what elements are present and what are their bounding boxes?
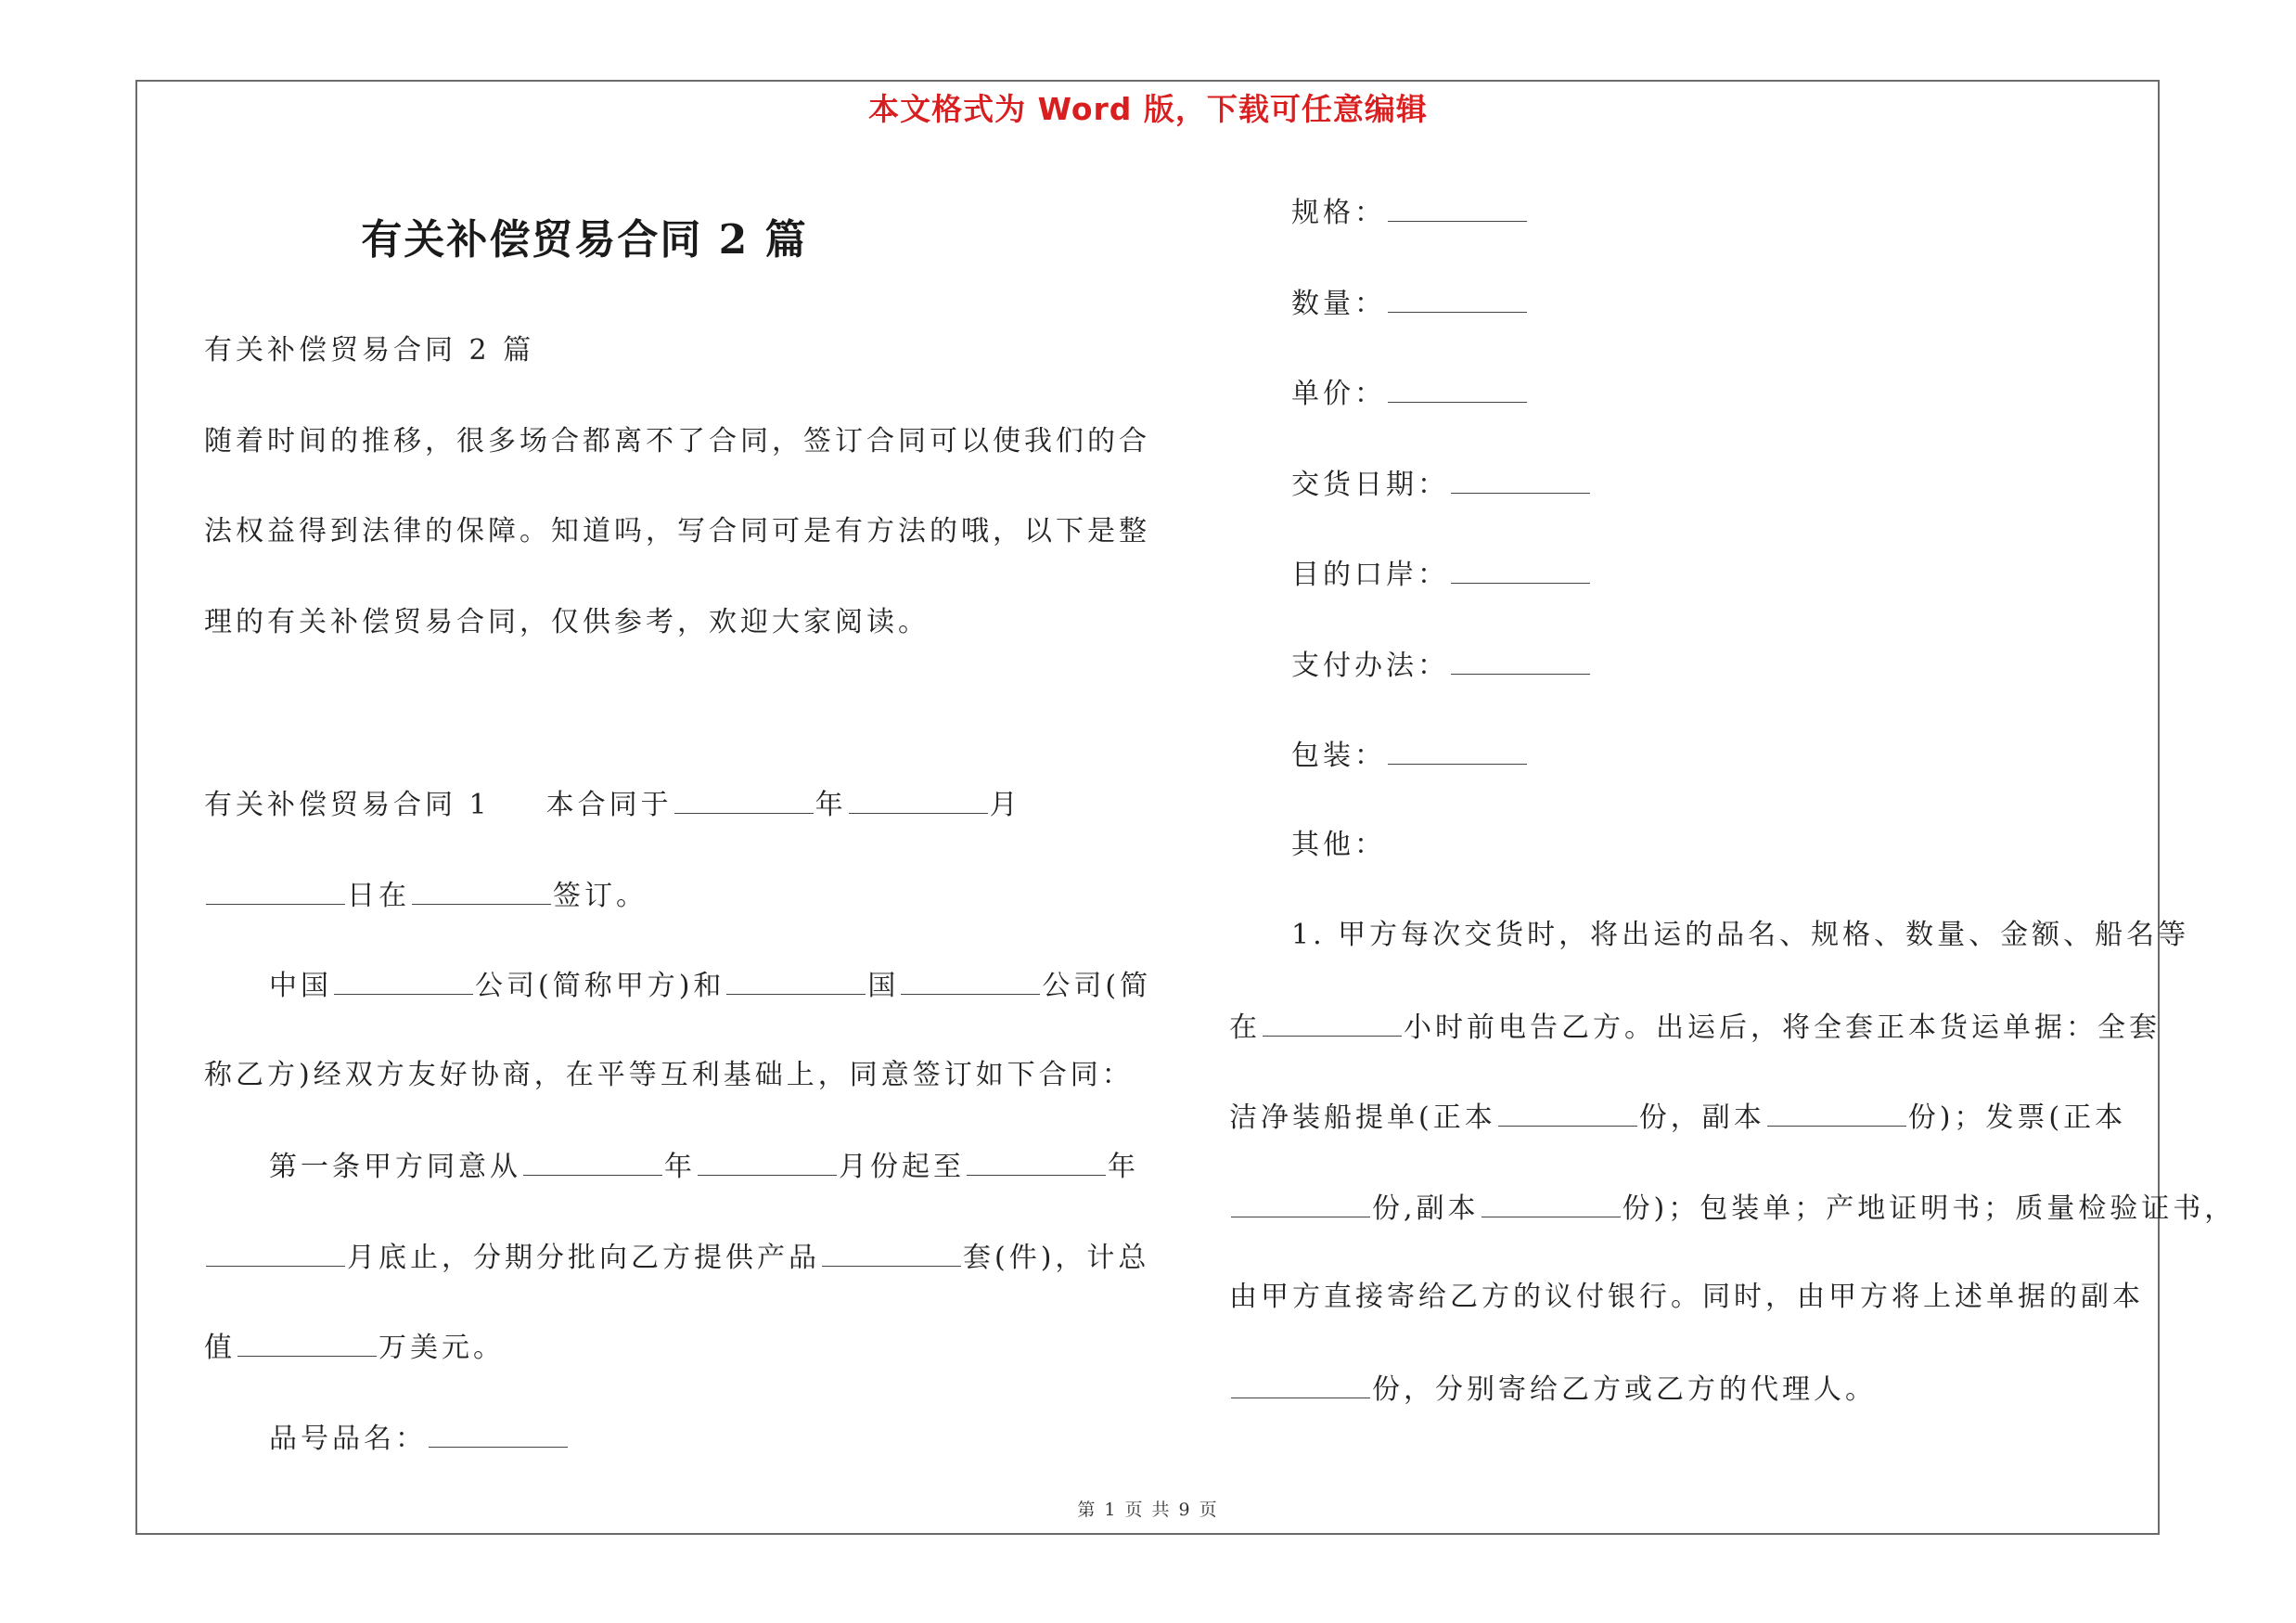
intro-line-1: 随着时间的推移，很多场合都离不了合同，签订合同可以使我们的合 — [204, 425, 1150, 457]
blank-year — [674, 785, 814, 814]
parties-line-2: 称乙方)经双方友好协商，在平等互利基础上，同意签订如下合同： — [204, 1059, 1134, 1091]
blank-bl-original — [1498, 1098, 1637, 1127]
intro-line-3: 理的有关补偿贸易合同，仅供参考，欢迎大家阅读。 — [204, 606, 930, 638]
blank-bl-copy — [1767, 1098, 1906, 1127]
blank-delivery — [1451, 465, 1590, 494]
blank-invoice-original — [1231, 1189, 1370, 1217]
clause1-line-6: 份，分别寄给乙方或乙方的代理人。 — [1229, 1370, 1877, 1409]
clause1-line-1: 1. 甲方每次交货时，将出运的品名、规格、数量、金额、船名等 — [1291, 919, 2190, 951]
blank-month — [849, 785, 988, 814]
clause1-line-5: 由甲方直接寄给乙方的议付银行。同时，由甲方将上述单据的副本 — [1229, 1281, 2144, 1313]
spec-line: 规格： — [1291, 193, 1529, 232]
qty-line: 数量： — [1291, 284, 1529, 323]
blank-hours — [1263, 1008, 1402, 1037]
article1-line-3: 值 万美元。 — [204, 1328, 505, 1367]
blank-place — [412, 876, 551, 905]
blank-end-year — [967, 1147, 1106, 1176]
blank-start-year — [523, 1147, 662, 1176]
blank-sets — [822, 1238, 961, 1267]
blank-copies — [1231, 1370, 1370, 1398]
document-title: 有关补偿贸易合同 2 篇 — [361, 216, 808, 264]
port-line: 目的口岸： — [1291, 555, 1592, 594]
blank-payment — [1451, 646, 1590, 675]
packing-line: 包装： — [1291, 736, 1529, 775]
blank-price — [1388, 374, 1527, 403]
article1-line-1: 第一条甲方同意从 年 月份起至 年 — [269, 1147, 1139, 1186]
blank-day — [206, 876, 345, 905]
blank-value — [237, 1328, 377, 1357]
item-name-line: 品号品名： — [269, 1419, 570, 1458]
blank-qty — [1388, 284, 1527, 313]
blank-spec — [1388, 193, 1527, 222]
delivery-line: 交货日期： — [1291, 465, 1592, 504]
blank-company-a — [334, 966, 473, 995]
subtitle: 有关补偿贸易合同 2 篇 — [204, 334, 535, 367]
blank-company-b — [901, 966, 1040, 995]
other-line: 其他： — [1291, 829, 1386, 861]
blank-start-month — [698, 1147, 837, 1176]
price-line: 单价： — [1291, 374, 1529, 413]
blank-country — [726, 966, 866, 995]
parties-line: 中国 公司(简称甲方)和 国 公司(简 — [269, 966, 1151, 1005]
blank-port — [1451, 555, 1590, 584]
contract1-sign-line: 有关补偿贸易合同 1 本合同于 年 月 — [204, 785, 1021, 824]
contract1-label: 有关补偿贸易合同 1 — [204, 789, 491, 821]
intro-line-2: 法权益得到法律的保障。知道吗，写合同可是有方法的哦，以下是整 — [204, 515, 1150, 547]
blank-end-month — [206, 1238, 345, 1267]
blank-packing — [1388, 736, 1527, 765]
page-number: 第 1 页 共 9 页 — [1077, 1500, 1219, 1520]
clause1-line-3: 洁净装船提单(正本 份，副本 份)；发票(正本 — [1229, 1098, 2126, 1137]
sign-place-line: 日在 签订。 — [204, 876, 648, 915]
article1-line-2: 月底止，分期分批向乙方提供产品 套(件)，计总 — [204, 1238, 1149, 1277]
blank-item-name — [429, 1419, 568, 1448]
clause1-line-4: 份,副本 份)；包装单；产地证明书；质量检验证书， — [1229, 1189, 2236, 1228]
format-banner: 本文格式为 Word 版，下载可任意编辑 — [868, 91, 1428, 127]
payment-line: 支付办法： — [1291, 646, 1592, 685]
blank-invoice-copy — [1481, 1189, 1621, 1217]
clause1-line-2: 在 小时前电告乙方。出运后，将全套正本货运单据：全套 — [1229, 1008, 2161, 1047]
